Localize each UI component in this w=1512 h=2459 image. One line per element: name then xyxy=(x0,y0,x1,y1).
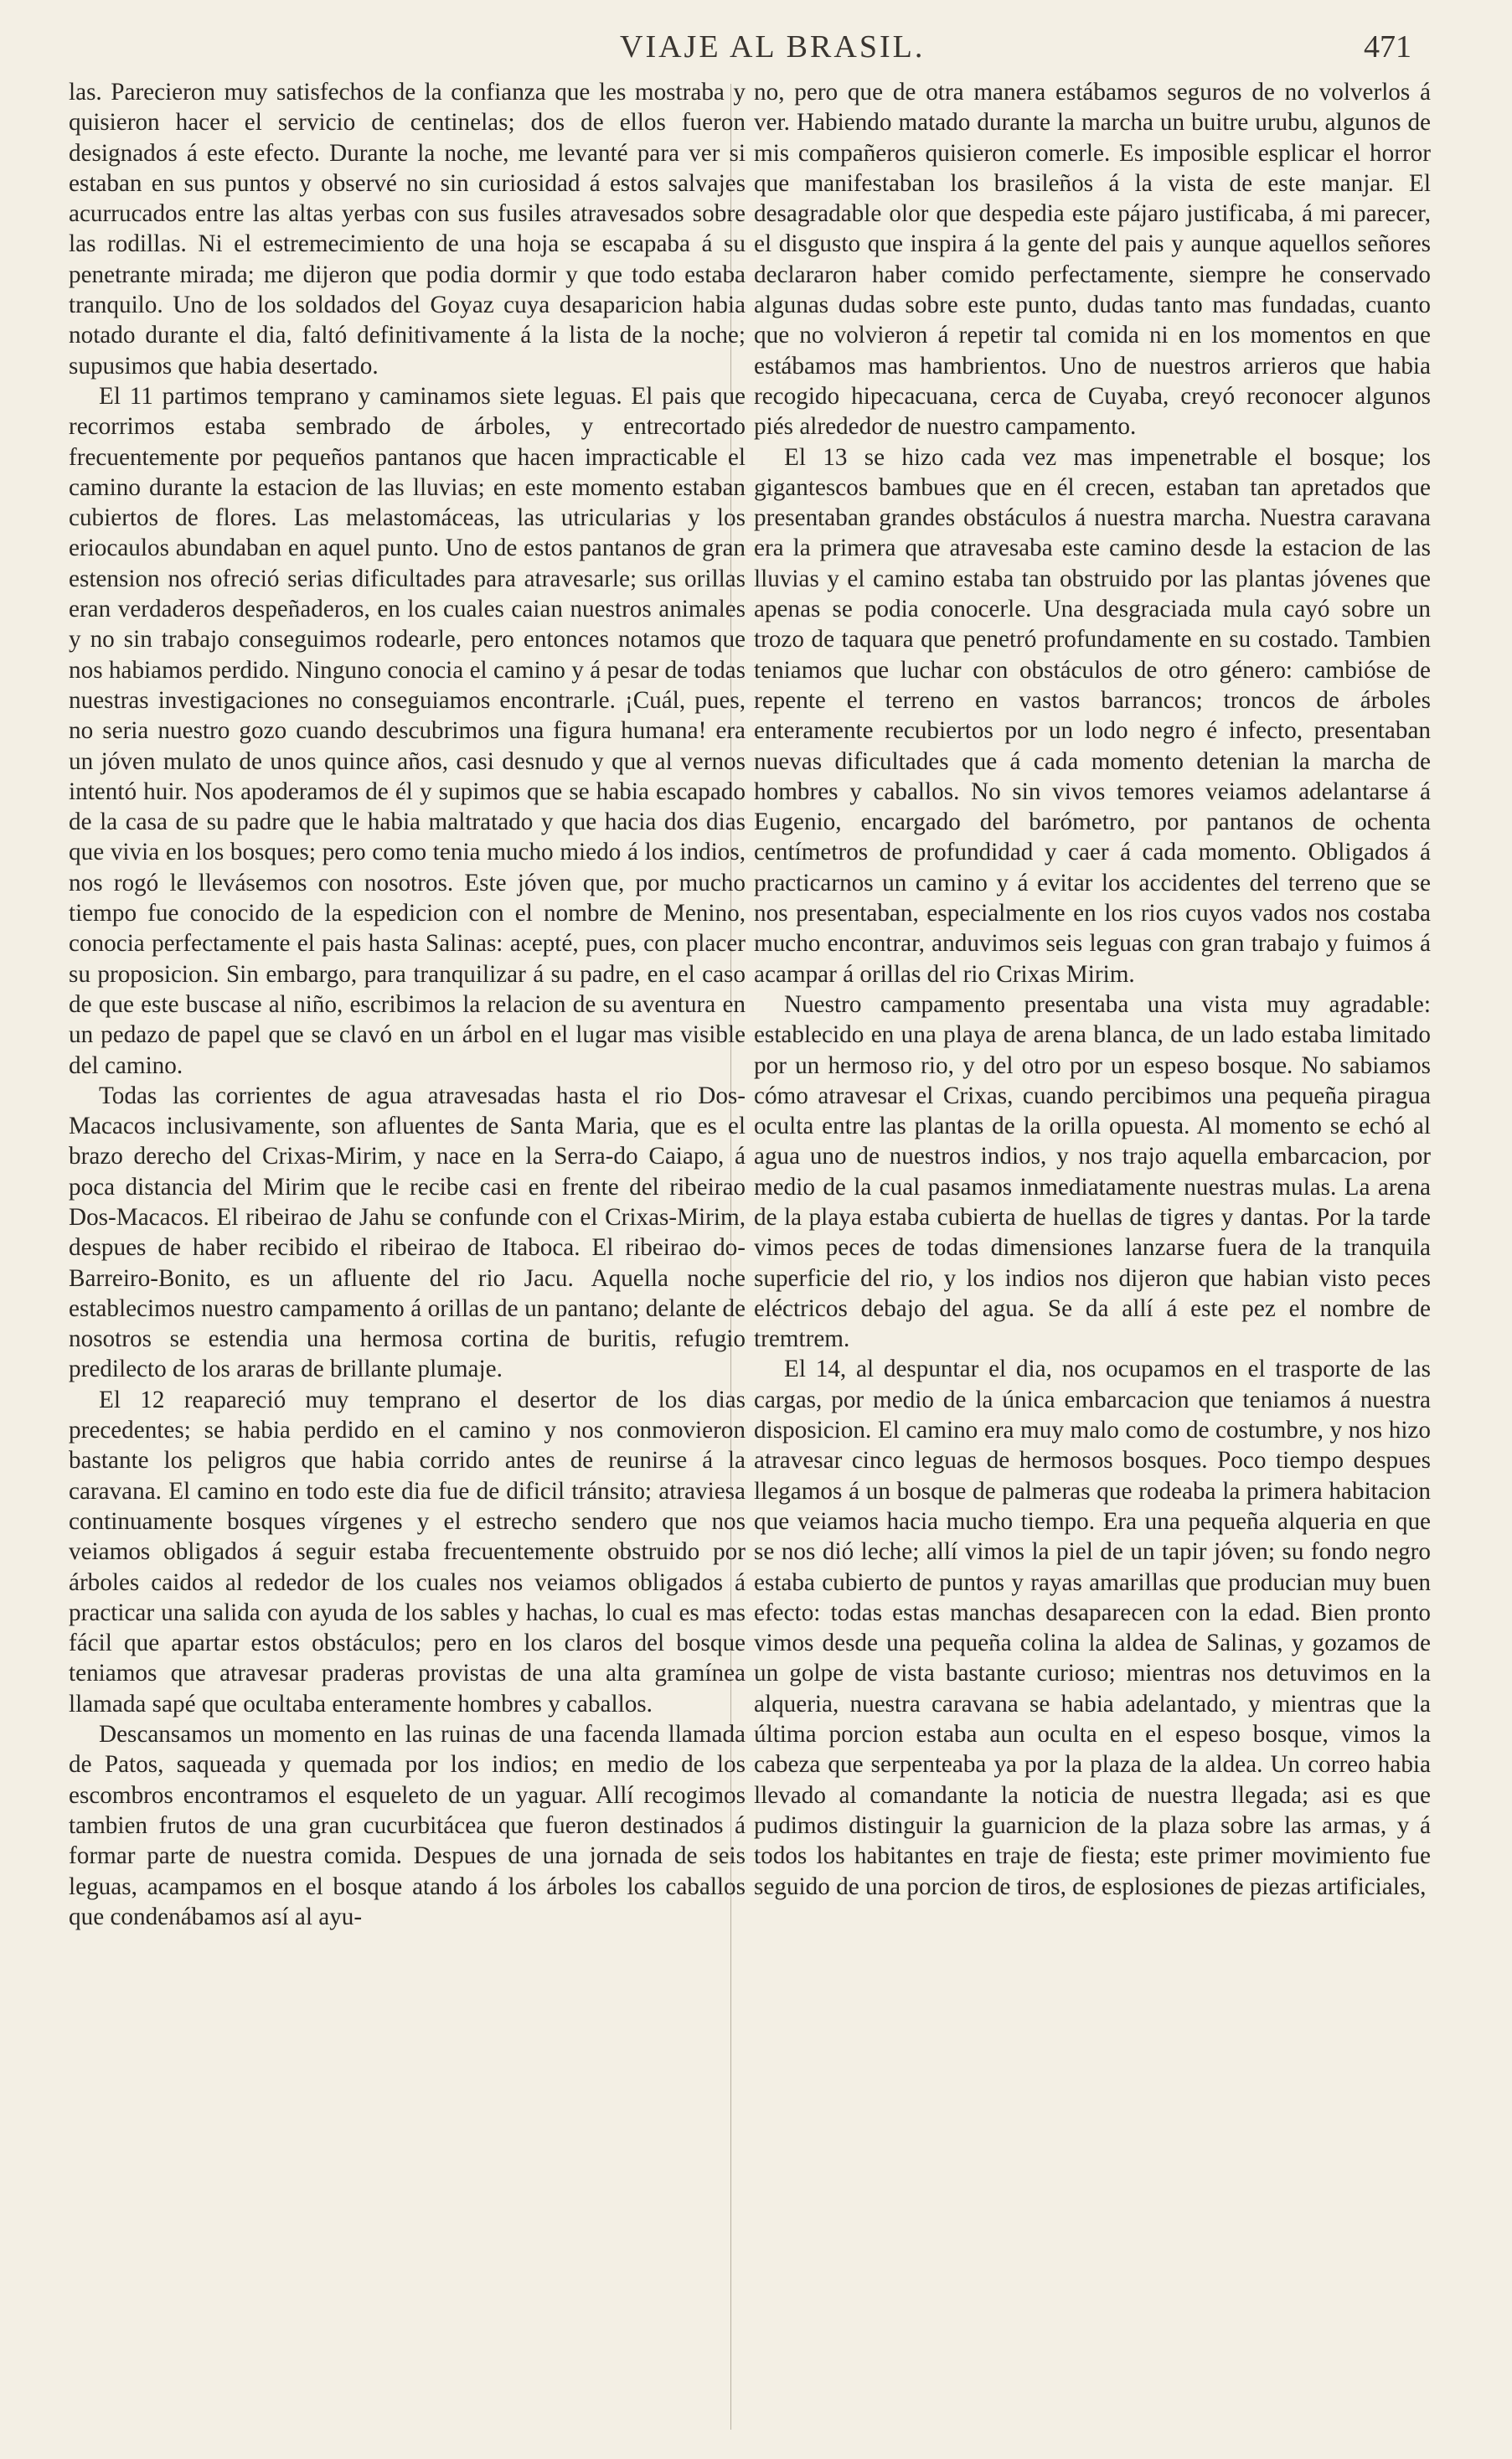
paragraph: Todas las corrientes de agua atravesadas hasta el rio Dos-Macacos inclusivamente, son afluentes de Santa Maria, que es el brazo derecho del Crixas-Mirim, y nace en la Serra-do Caiapo, á poca distancia del Mirim que le recibe casi en frente del ribeirao Dos-Macacos. El ribeirao de Jahu se confunde con el Crixas-Mirim, despues de haber recibido el ribeirao de Itaboca. El ribeirao do-Barreiro-Bonito, es un afluente del rio Jacu. Aquella noche establecimos nuestro campamento á orillas de un pantano; delante de nosotros se estendia una hermosa cortina de buritis, refugio predilecto de los araras de brillante plumaje. xyxy=(69,1082,746,1383)
running-head xyxy=(0,23,1512,74)
paragraph: El 11 partimos temprano y caminamos siete leguas. El pais que recorrimos estaba sembrado de árboles, y entrecortado frecuentemente por pequeños pantanos que hacen impracticable el camino durante la estacion de las lluvias; en este momento estaban cubiertos de flores. Las melastomáceas, las utricularias y los eriocaulos abundaban en aquel punto. Uno de estos pantanos de gran estension nos ofreció serias dificultades para atravesarle; sus orillas eran verdaderos despeñaderos, en los cuales caian nuestros animales y no sin trabajo conseguimos rodearle, pero entonces notamos que nos habiamos perdido. Ninguno conocia el camino y á pesar de todas nuestras investigaciones no conseguiamos encontrarle. ¡Cuál, pues, no seria nuestro gozo cuando descubrimos una figura humana! era un jóven mulato de unos quince años, casi desnudo y que al vernos intentó huir. Nos apoderamos de él y supimos que se habia escapado de la casa de su padre que le habia maltratado y que hacia dos dias que vivia en los bosques; pero como tenia mucho miedo á los indios, nos rogó le llevásemos con nosotros. Este jóven que, por mucho tiempo fue conocido de la espedicion con el nombre de Menino, conocia perfectamente el pais hasta Salinas: acepté, pues, con placer su proposicion. Sin embargo, para tranquilizar á su padre, en el caso de que este buscase al niño, escribimos la relacion de su aventura en un pedazo de papel que se clavó en un árbol en el lugar mas visible del camino. xyxy=(69,382,746,1079)
paragraph: El 12 reapareció muy temprano el desertor de los dias precedentes; se habia perdido en el camino y nos conmovieron bastante los peligros que habia corrido antes de reunirse á la caravana. El camino en todo este dia fue de dificil tránsito; atraviesa continuamente bosques vírgenes y el estrecho sendero que nos veiamos obligados á seguir estaba frecuentemente obstruido por árboles caidos al rededor de los cuales nos veiamos obligados á practicar una salida con ayuda de los sables y hachas, lo cual es mas fácil que apartar estos obstáculos; pero en los claros del bosque teniamos que atravesar praderas provistas de una alta gramínea llamada sapé que ocultaba enteramente hombres y caballos. xyxy=(69,1386,746,1718)
paragraph: no, pero que de otra manera estábamos seguros de no volverlos á ver. Habiendo matado durante la marcha un buitre urubu, algunos de mis compañeros quisieron comerle. Es imposible esplicar el horror que manifestaban los brasileños á la vista de este manjar. El desagradable olor que despedia este pájaro justificaba, á mi parecer, el disgusto que inspira á la gente del pais y aunque aquellos señores declararon haber comido perfectamente, siempre he conservado algunas dudas sobre este punto, dudas tanto mas fundadas, cuanto que no volvieron á repetir tal comida ni en los momentos en que estábamos mas hambrientos. Uno de nuestros arrieros que habia recogido hipecacuana, cerca de Cuyaba, creyó reconocer algunos piés alrededor de nuestro campamento. xyxy=(754,79,1431,441)
right-column xyxy=(754,77,1431,1902)
running-title: VIAJE AL BRASIL. xyxy=(620,29,926,65)
paragraph: Descansamos un momento en las ruinas de una facenda llamada de Patos, saqueada y quemada por los indios; en medio de los escombros encontramos el esqueleto de un yaguar. Allí recogimos tambien frutos de una gran cucurbitácea que fueron destinados á formar parte de nuestra comida. Despues de una jornada de seis leguas, acampamos en el bosque atando á los árboles los caballos que condenábamos así al ayu- xyxy=(69,1721,746,1930)
page-number: 471 xyxy=(1364,29,1411,65)
paragraph: El 14, al despuntar el dia, nos ocupamos en el trasporte de las cargas, por medio de la única embarcacion que teniamos á nuestra disposicion. El camino era muy malo como de costumbre, y nos hizo atravesar cinco leguas de hermosos bosques. Poco tiempo despues llegamos á un bosque de palmeras que rodeaba la primera habitacion que veiamos hacia mucho tiempo. Era una pequeña alqueria en que se nos dió leche; allí vimos la piel de un tapir jóven; su fondo negro estaba cubierto de puntos y rayas amarillas que producian muy buen efecto: todas estas manchas desaparecen con la edad. Bien pronto vimos desde una pequeña colina la aldea de Salinas, y gozamos de un golpe de vista bastante curioso; mientras nos detuvimos en la alqueria, nuestra caravana se habia adelantado, y mientras que la última porcion estaba aun oculta en el espeso bosque, vimos la cabeza que serpenteaba ya por la plaza de la aldea. Un correo habia llevado al comandante la noticia de nuestra llegada; asi es que pudimos distinguir la guarnicion de la plaza sobre las armas, y á todos los habitantes en traje de fiesta; este primer movimiento fue seguido de una porcion de tiros, de esplosiones de piezas artificiales, xyxy=(754,1356,1431,1900)
paragraph: las. Parecieron muy satisfechos de la confianza que les mostraba y quisieron hacer el servicio de centinelas; dos de ellos fueron designados á este efecto. Durante la noche, me levanté para ver si estaban en sus puntos y observé no sin curiosidad á estos salvajes acurrucados entre las altas yerbas con sus fusiles atravesados sobre las rodillas. Ni el estremecimiento de una hoja se escapaba á su penetrante mirada; me dijeron que podia dormir y que todo estaba tranquilo. Uno de los soldados del Goyaz cuya desaparicion habia notado durante el dia, faltó definitivamente á la lista de la noche; supusimos que habia desertado. xyxy=(69,79,746,380)
paragraph: El 13 se hizo cada vez mas impenetrable el bosque; los gigantescos bambues que en él crecen, estaban tan apretados que presentaban grandes obstáculos á nuestra marcha. Nuestra caravana era la primera que atravesaba este camino desde la estacion de las lluvias y el camino estaba tan obstruido por las plantas jóvenes que apenas se podia conocerle. Una desgraciada mula cayó sobre un trozo de taquara que penetró profundamente en su costado. Tambien teniamos que luchar con obstáculos de otro género: cambióse de repente el terreno en vastos barrancos; troncos de árboles enteramente recubiertos por un lodo negro é infecto, presentaban nuevas dificultades que á cada momento detenian la marcha de hombres y caballos. No sin vivos temores veiamos adelantarse á Eugenio, encargado del barómetro, por pantanos de ochenta centímetros de profundidad y caer á cada momento. Obligados á practicarnos un camino y á evitar los accidentes del terreno que se nos presentaban, especialmente en los rios cuyos vados nos costaba mucho encontrar, anduvimos seis leguas con gran trabajo y fuimos á acampar á orillas del rio Crixas Mirim. xyxy=(754,443,1431,988)
left-column xyxy=(69,77,746,1932)
paragraph: Nuestro campamento presentaba una vista muy agradable: establecido en una playa de arena blanca, de un lado estaba limitado por un hermoso rio, y del otro por un espeso bosque. No sabiamos cómo atravesar el Crixas, cuando percibimos una pequeña piragua oculta entre las plantas de la orilla opuesta. Al momento se echó al agua uno de nuestros indios, y nos trajo aquella embarcacion, por medio de la cual pasamos inmediatamente nuestras mulas. La arena de la playa estaba cubierta de huellas de tigres y dantas. Por la tarde vimos peces de todas dimensiones lanzarse fuera de la tranquila superficie del rio, y los indios nos dijeron que habian visto peces eléctricos debajo del agua. Se da allí á este pez el nombre de tremtrem. xyxy=(754,990,1431,1353)
